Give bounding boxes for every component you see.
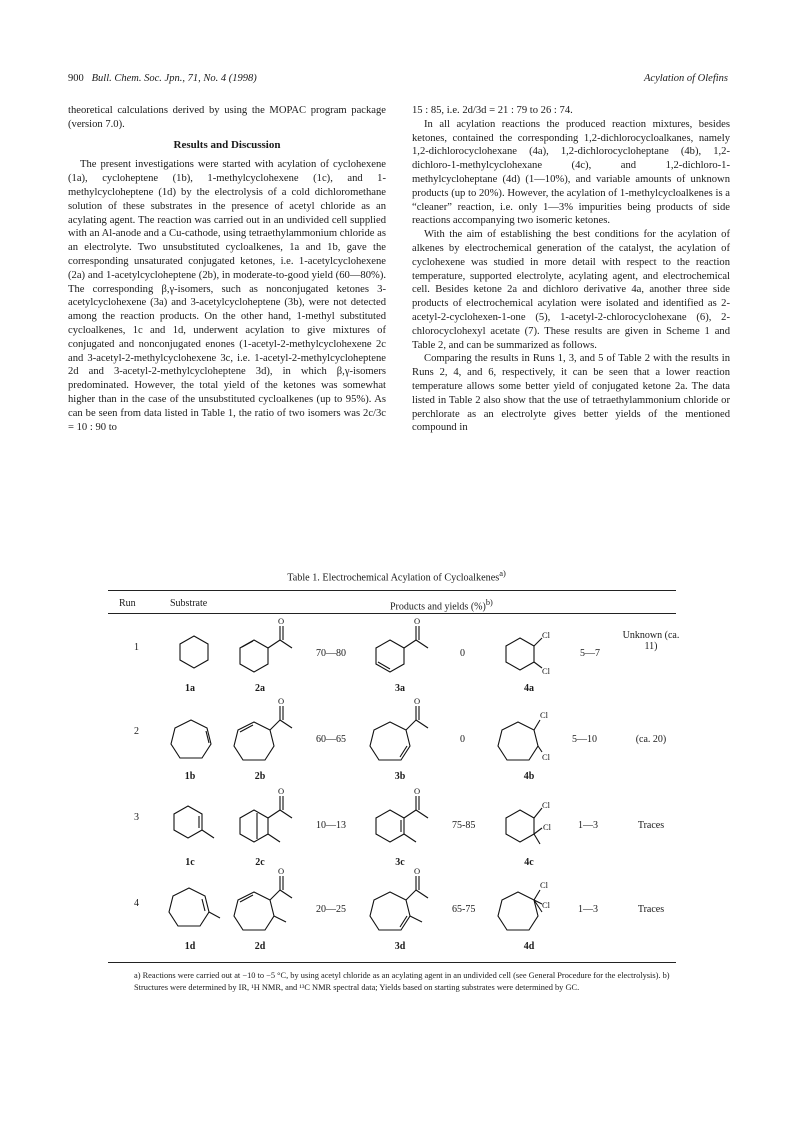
svg-text:Cl: Cl [543, 822, 552, 832]
journal-citation [68, 73, 257, 84]
compound-label: 4b [523, 771, 535, 782]
run-number: 1 [134, 642, 139, 653]
page-header [68, 73, 728, 87]
unknown-yield: Traces [637, 820, 665, 831]
paragraph: Comparing the results in Runs 1, 3, and 5 of Table 2 with the results in Runs 2, 4, and 6, respectively, it can be seen that a lower reaction temperature allows some better yield of conjugated ketone 2a. The data listed in Table 2 also show that the use of tetraethylammonium chloride or perchlorate as an electrolyte gives better yields of the mentioned compound in [412, 353, 730, 434]
yield-value: 1—3 [578, 904, 598, 915]
yield-value: 70—80 [316, 648, 346, 659]
structure-3b [366, 696, 442, 766]
structure-3c [370, 786, 440, 850]
svg-text:Cl: Cl [540, 710, 549, 720]
compound-label: 1a [185, 683, 195, 694]
structure-2d [230, 866, 306, 936]
compound-label: 1c [185, 857, 195, 868]
structure-1b [166, 716, 216, 766]
yield-value: 65-75 [452, 904, 476, 915]
unknown-yield: Unknown (ca. 11) [622, 630, 680, 652]
unknown-yield: (ca. 20) [635, 734, 667, 745]
structure-3a [370, 616, 440, 676]
structure-1d [164, 884, 224, 936]
svg-text:Cl: Cl [542, 666, 551, 676]
svg-text:Cl: Cl [542, 630, 551, 640]
yield-value: 20—25 [316, 904, 346, 915]
paragraph: 15 : 85, i.e. 2d/3d = 21 : 79 to 26 : 74. [412, 105, 573, 116]
svg-text:O: O [414, 616, 421, 626]
right-column [412, 104, 730, 435]
structure-1c [168, 800, 222, 850]
svg-text:Cl: Cl [542, 752, 551, 762]
structure-2c [234, 786, 304, 850]
journal-name: Bull. Chem. Soc. Jpn., 71, No. 4 (1998) [91, 73, 257, 84]
yield-value: 0 [460, 734, 465, 745]
structure-2a [234, 616, 304, 676]
svg-text:Cl: Cl [542, 800, 551, 810]
run-number: 2 [134, 726, 139, 737]
running-title: Acylation of Olefins [644, 73, 728, 84]
page-number: 900 [68, 73, 84, 84]
table-bottom-rule [108, 962, 676, 963]
section-heading: Results and Discussion [173, 138, 281, 151]
compound-label: 3b [394, 771, 406, 782]
left-column [68, 104, 386, 434]
column-header-substrate: Substrate [170, 598, 208, 609]
svg-text:Cl: Cl [540, 880, 549, 890]
yield-value: 60—65 [316, 734, 346, 745]
structure-4a [500, 624, 570, 676]
svg-text:O: O [278, 696, 285, 706]
compound-label: 1d [184, 941, 196, 952]
yield-value: 10—13 [316, 820, 346, 831]
compound-label: 1b [184, 771, 196, 782]
paragraph: With the aim of establishing the best conditions for the acylation of alkenes by electrochemical generation of the catalyst, the acylation of cyclohexene was studied in more detail with respect to the reaction temperature, supported electrolyte, acylating agent, and electrochemical cell. Besides ketone 2a and dichloro derivative 4a, another three side products of electrochemical acylation were isolated and identified as 2-acetyl-2-cyclohexen-1-one (5), 1-acetyl-2-chlorocyclohexane (6), 2-chlorocyclohexyl acetate (7). These results are given in Scheme 1 and Table 2, and can be summarized as follows. [412, 229, 730, 351]
compound-label: 4a [524, 683, 534, 694]
intro-paragraph: theoretical calculations derived by using the MOPAC program package (version 7.0). [68, 105, 386, 130]
svg-text:O: O [278, 866, 285, 876]
yield-value: 0 [460, 648, 465, 659]
column-header-run: Run [119, 598, 136, 609]
compound-label: 2b [254, 771, 266, 782]
yield-value: 5—10 [572, 734, 597, 745]
svg-text:O: O [414, 786, 421, 796]
svg-text:O: O [278, 786, 285, 796]
table-header-rule [108, 613, 676, 614]
compound-label: 3a [395, 683, 405, 694]
table-footnote: a) Reactions were carried out at −10 to −5 °C, by using acetyl chloride as an acylating agent in an undivided cell (see General Procedure for the electrolysis). b) Structures were determined by IR, ¹H NMR, and ¹³C NMR spectral data; Yields based on starting substrates were determined by GC. [134, 971, 670, 992]
yield-value: 1—3 [578, 820, 598, 831]
structure-4c [500, 796, 570, 850]
run-number: 3 [134, 812, 139, 823]
structure-2b [230, 696, 306, 766]
compound-label: 4d [523, 941, 535, 952]
compound-label: 4c [524, 857, 534, 868]
table-top-rule [108, 590, 676, 591]
table-caption: Table 1. Electrochemical Acylation of Cycloalkenes$^{a)}$ [287, 568, 506, 584]
yield-value: 5—7 [580, 648, 600, 659]
compound-label: 2d [254, 941, 266, 952]
structure-1a [172, 630, 216, 674]
compound-label: 2c [255, 857, 265, 868]
run-number: 4 [134, 898, 139, 909]
compound-label: 2a [255, 683, 265, 694]
svg-text:Cl: Cl [542, 900, 551, 910]
unknown-yield: Traces [637, 904, 665, 915]
svg-text:O: O [414, 866, 421, 876]
compound-label: 3c [395, 857, 405, 868]
svg-text:O: O [414, 696, 421, 706]
compound-label: 3d [394, 941, 406, 952]
yield-value: 75-85 [452, 820, 476, 831]
structure-4b [498, 708, 570, 766]
paragraph: In all acylation reactions the produced reaction mixtures, besides ketones, contained the corresponding 1,2-dichlorocycloalkanes, namely 1,2-dichlorocyclohexane (4a), 1,2-dichlorocycloheptane (4b), 1,2-dichloro-1-methylcyclohexane (4c), and 1,2-dichloro-1-methylcycloheptane (4d) (1—10%), and variable amounts of unknown products (up to 20%). However, the acylation of 1-methylcycloalkenes is a “cleaner” reaction, i.e. only 1—3% impurities being products of side reactions accompanying two isomeric ketones. [412, 118, 730, 227]
structure-4d [498, 878, 570, 936]
structure-3d [366, 866, 442, 936]
paragraph: The present investigations were started with acylation of cyclohexene (1a), cycloheptene (1b), 1-methylcyclohexene (1c), and 1-methylcycloheptene (1d) by the electrolysis of a cold dichloromethane solution of these substrates in the presence of acetyl chloride as an acylating agent. The reaction was carried out in an undivided cell supplied with an Al-anode and a Cu-cathode, using tetraethylammonium chloride as an electrolyte. Two unsubstituted cycloalkenes, 1a and 1b, gave the corresponding unsaturated conjugated ketones, i.e. 1-acetylcyclohexene (2a) and 1-acetylcycloheptene (2b), in moderate-to-good yield (60—80%). The corresponding β,γ-isomers, such as nonconjugated ketones 3-acetylcyclohexene (3a) and 3-acetylcycloheptene (3b), were not detected among the reaction products. On the other hand, 1-methyl substituted cycloalkenes, 1c and 1d, underwent acylation to give mixtures of conjugated and nonconjugated enones (1-acetyl-2-methylcyclohexene 2c and 3-acetyl-2-methylcyclohexene 3c, i.e. 1-acetyl-2-methylcycloheptene 2d and 3-acetyl-2-methylcycloheptene 3d), in which β,γ-isomers predominated. However, the total yield of the ketones was somewhat higher than in the case of the unsubstituted cycloalkenes (up to 95%). As can be seen from data listed in Table 1, the ratio of two isomers was 2c/3c = 10 : 90 to [68, 159, 386, 433]
svg-text:O: O [278, 616, 285, 626]
column-header-products: Products and yields (%)$^{b)}$ [390, 598, 493, 613]
